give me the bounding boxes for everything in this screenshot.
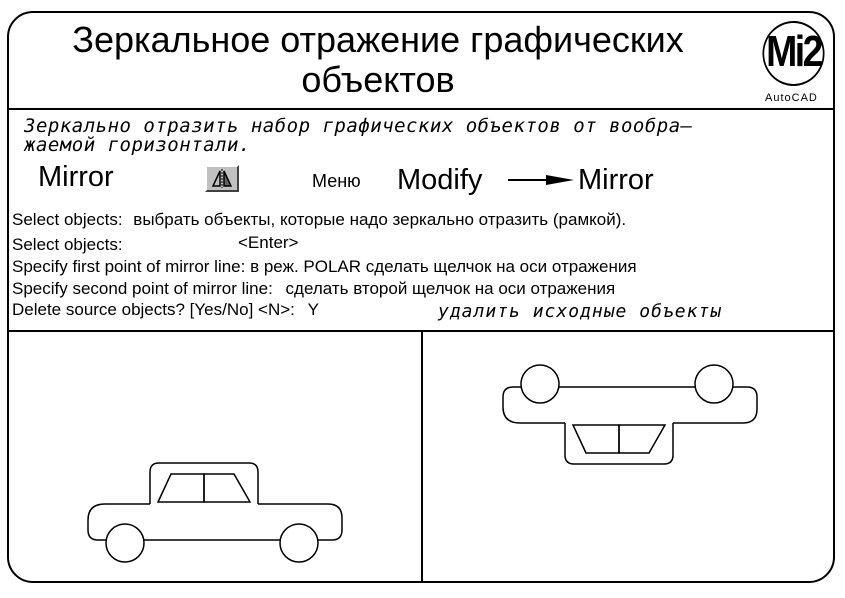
description-line-1: Зеркально отразить набор графических объектов от вообра– [24, 115, 693, 137]
mirror-tool-icon [207, 167, 237, 190]
prompt-line-2 [12, 235, 123, 255]
mi2-logo: Mi2 [762, 21, 824, 86]
prompt-text: Delete source objects? [Yes/No] <N>: [12, 300, 295, 319]
prompt-line-4 [12, 279, 615, 299]
autocad-caption: AutoCAD [765, 92, 818, 104]
prompt-line-1 [12, 210, 626, 230]
figure-divider [421, 331, 423, 582]
prompt-text: Select objects: [12, 210, 123, 229]
car-original-drawing [80, 460, 350, 565]
menu-path-mirror: Mirror [578, 164, 654, 196]
prompt-line-3 [12, 257, 637, 277]
menu-path-modify: Modify [397, 164, 483, 196]
mirror-tool-button[interactable] [205, 165, 239, 192]
prompt-text: Specify second point of mirror line: [12, 279, 273, 298]
page-title [18, 20, 738, 100]
arrow-right-icon [506, 172, 576, 188]
prompt-action-enter: <Enter> [238, 233, 299, 252]
prompt-text: Specify first point of mirror line: [12, 257, 246, 276]
title-line-1: Зеркальное отражение графических [72, 19, 684, 60]
car-mirrored-drawing [495, 362, 765, 467]
title-line-2: объектов [301, 59, 455, 100]
prompt-action: сделать второй щелчок на оси отражения [285, 279, 616, 298]
command-name: Mirror [38, 161, 114, 193]
header-divider [8, 108, 834, 110]
prompt-action: Y [307, 300, 319, 319]
menu-label: Меню [312, 171, 361, 191]
prompt-line-5 [12, 300, 319, 320]
prompt-action: выбрать объекты, которые надо зеркально отразить (рамкой). [133, 210, 627, 229]
description-line-2: жаемой горизонтали. [24, 134, 251, 156]
prompt-note: удалить исходные объекты [438, 301, 723, 322]
prompt-action: в реж. POLAR сделать щелчок на оси отражения [250, 257, 637, 276]
prompt-text: Select objects: [12, 235, 123, 254]
